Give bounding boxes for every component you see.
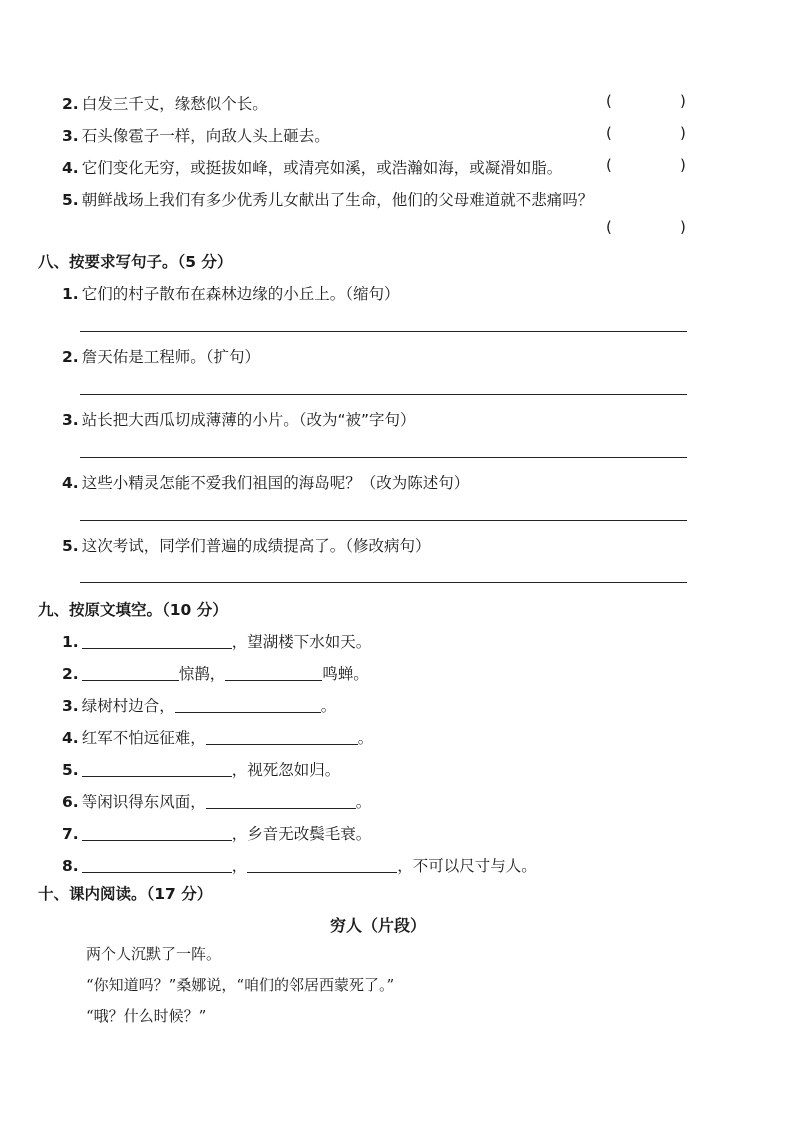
section-heading-9: 九、按原文填空。（10 分） [38, 601, 228, 619]
s8-item-4 [62, 471, 469, 493]
s8-item-2 [62, 345, 260, 367]
answer-paren[interactable]: ( ) [606, 156, 686, 174]
fill-blank[interactable] [206, 792, 356, 809]
answer-paren[interactable]: ( ) [606, 124, 686, 142]
answer-line[interactable] [80, 457, 687, 458]
item-number: 1. [62, 285, 79, 303]
passage-title: 穷人（片段） [330, 916, 427, 935]
s7-item-4 [62, 156, 562, 178]
s9-item-7: 7. ，乡音无改鬓毛衰。 [62, 825, 372, 843]
s9-item-5: 5. ，视死忽如归。 [62, 761, 341, 779]
s7-item-2 [62, 92, 268, 114]
answer-line[interactable] [80, 520, 687, 521]
item-text: 它们变化无穷，或挺拔如峰，或清亮如溪，或浩瀚如海，或凝滑如脂。 [81, 159, 563, 177]
fill-blank[interactable] [82, 824, 232, 841]
s8-item-1 [62, 282, 399, 304]
section-heading-10: 十、课内阅读。（17 分） [38, 885, 213, 903]
answer-line[interactable] [80, 394, 687, 395]
item-text: 这次考试，同学们普遍的成绩提高了。（修改病句） [81, 537, 431, 555]
s9-item-3: 3. 绿树村边合， 。 [62, 697, 337, 715]
fill-blank[interactable] [82, 664, 179, 681]
s9-item-1: 1. ，望湖楼下水如天。 [62, 633, 372, 651]
s9-item-4: 4. 红军不怕远征难， 。 [62, 729, 374, 747]
item-number: 5. [62, 191, 79, 209]
section-heading-8: 八、按要求写句子。（5 分） [38, 253, 233, 271]
fill-blank[interactable] [225, 664, 322, 681]
item-number: 4. [62, 159, 79, 177]
answer-line[interactable] [80, 331, 687, 332]
passage-paragraph: “你知道吗？”桑娜说，“咱们的邻居西蒙死了。” [86, 976, 395, 994]
fill-blank[interactable] [175, 696, 321, 713]
item-text: 石头像雹子一样，向敌人头上砸去。 [81, 127, 330, 145]
item-text: 白发三千丈，缘愁似个长。 [81, 95, 268, 113]
fill-blank[interactable] [82, 856, 232, 873]
item-number: 5. [62, 537, 79, 555]
s9-item-6: 6. 等闲识得东风面， 。 [62, 793, 372, 811]
fill-blank[interactable] [82, 760, 232, 777]
s9-item-8: 8. ， ，不可以尺寸与人。 [62, 857, 537, 875]
item-number: 3. [62, 411, 79, 429]
answer-line[interactable] [80, 582, 687, 583]
fill-blank[interactable] [247, 856, 397, 873]
s8-item-3 [62, 408, 416, 430]
s9-item-2: 2. 惊鹊， 鸣蝉。 [62, 665, 369, 683]
s7-item-3 [62, 124, 330, 146]
item-text: 它们的村子散布在森林边缘的小丘上。（缩句） [81, 285, 400, 303]
item-text: 这些小精灵怎能不爱我们祖国的海岛呢？（改为陈述句） [81, 474, 470, 492]
item-number: 2. [62, 348, 79, 366]
answer-paren[interactable]: ( ) [606, 218, 686, 236]
item-number: 2. [62, 95, 79, 113]
fill-blank[interactable] [82, 632, 232, 649]
passage-paragraph: 两个人沉默了一阵。 [86, 945, 222, 963]
passage-paragraph: “哦？什么时候？” [86, 1007, 207, 1025]
item-text: 站长把大西瓜切成薄薄的小片。（改为“被”字句） [81, 411, 416, 429]
answer-paren[interactable]: ( ) [606, 92, 686, 110]
item-text: 詹天佑是工程师。（扩句） [81, 348, 260, 366]
s8-item-5 [62, 534, 430, 556]
item-number: 3. [62, 127, 79, 145]
fill-blank[interactable] [206, 728, 358, 745]
item-number: 4. [62, 474, 79, 492]
s7-item-5 [62, 188, 593, 210]
item-text: 朝鲜战场上我们有多少优秀儿女献出了生命，他们的父母难道就不悲痛吗？ [81, 191, 594, 209]
